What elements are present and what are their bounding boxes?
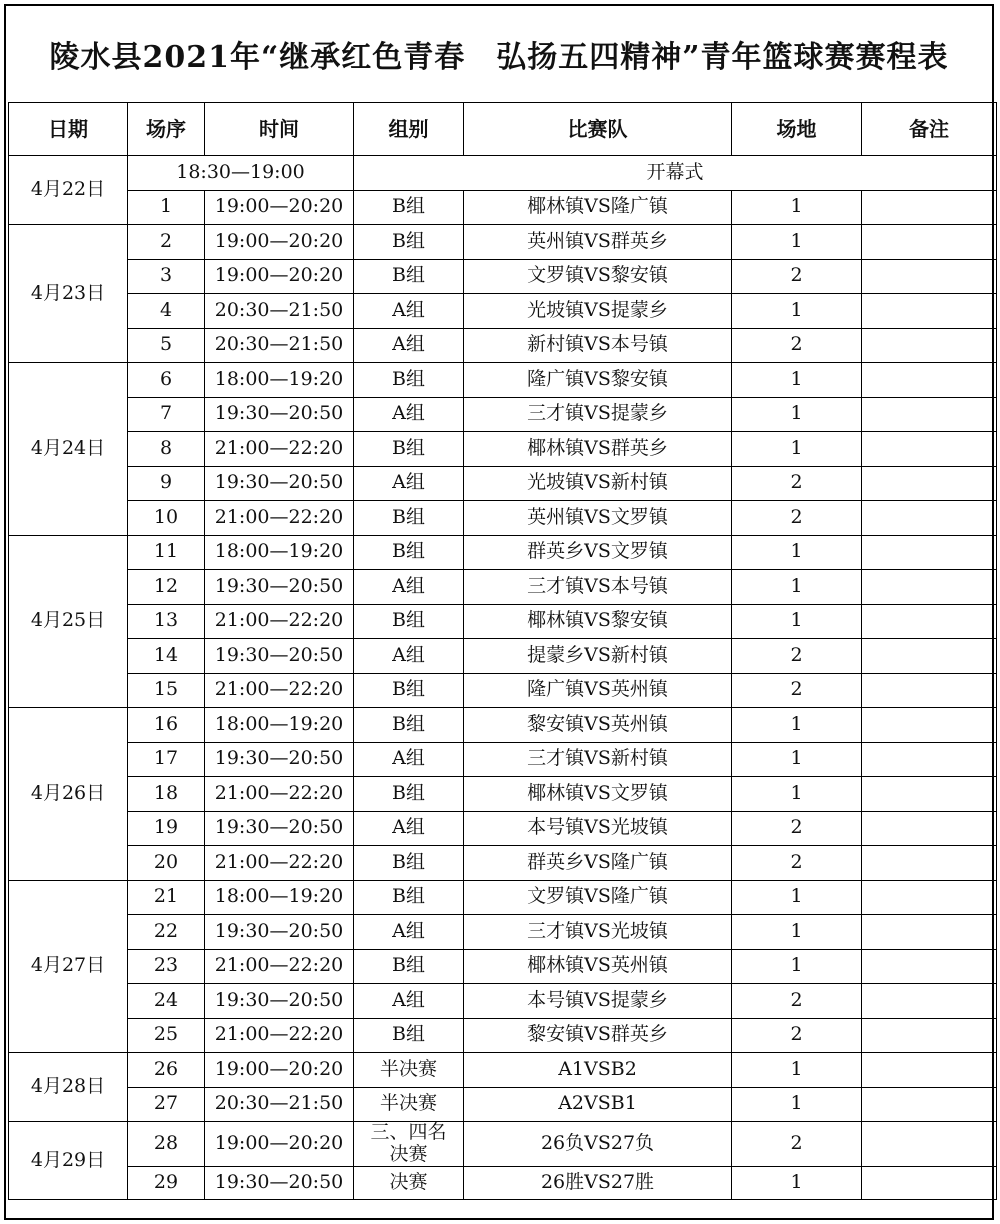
- opening-time: 18:30—19:00: [128, 156, 354, 191]
- game-time: 19:00—20:20: [205, 259, 354, 294]
- game-venue: 1: [732, 570, 862, 605]
- game-time: 19:00—20:20: [205, 225, 354, 260]
- game-no: 29: [128, 1167, 205, 1200]
- game-venue: 2: [732, 1018, 862, 1053]
- date-cell: 4月29日: [9, 1122, 128, 1200]
- game-teams: 本号镇VS提蒙乡: [464, 984, 732, 1019]
- date-cell: 4月23日: [9, 225, 128, 363]
- header-teams: 比赛队: [464, 103, 732, 156]
- game-teams: 文罗镇VS隆广镇: [464, 880, 732, 915]
- game-no: 28: [128, 1122, 205, 1167]
- game-no: 18: [128, 777, 205, 812]
- game-note: [862, 880, 997, 915]
- game-teams: 三才镇VS光坡镇: [464, 915, 732, 950]
- game-group: A组: [354, 294, 464, 329]
- game-time: 20:30—21:50: [205, 328, 354, 363]
- game-teams: 英州镇VS文罗镇: [464, 501, 732, 536]
- game-teams: 群英乡VS文罗镇: [464, 535, 732, 570]
- game-teams: A1VSB2: [464, 1053, 732, 1088]
- game-note: [862, 397, 997, 432]
- table-row: [9, 501, 997, 536]
- game-group: A组: [354, 639, 464, 674]
- game-note: [862, 846, 997, 881]
- table-row: [9, 570, 997, 605]
- game-teams: 三才镇VS提蒙乡: [464, 397, 732, 432]
- table-row: [9, 1018, 997, 1053]
- table-row: [9, 190, 997, 225]
- game-venue: 1: [732, 880, 862, 915]
- header-note: 备注: [862, 103, 997, 156]
- game-no: 5: [128, 328, 205, 363]
- game-venue: 2: [732, 673, 862, 708]
- game-group: B组: [354, 1018, 464, 1053]
- game-teams: 椰林镇VS文罗镇: [464, 777, 732, 812]
- page-title: 陵水县2021年“继承红色青春 弘扬五四精神”青年篮球赛赛程表: [49, 40, 949, 75]
- game-venue: 1: [732, 1053, 862, 1088]
- game-venue: 2: [732, 846, 862, 881]
- game-no: 14: [128, 639, 205, 674]
- game-venue: 2: [732, 501, 862, 536]
- game-venue: 1: [732, 225, 862, 260]
- game-teams: 椰林镇VS群英乡: [464, 432, 732, 467]
- game-venue: 2: [732, 811, 862, 846]
- game-note: [862, 225, 997, 260]
- game-teams: 文罗镇VS黎安镇: [464, 259, 732, 294]
- game-venue: 1: [732, 777, 862, 812]
- game-group: B组: [354, 604, 464, 639]
- game-venue: 1: [732, 1167, 862, 1200]
- header-date: 日期: [9, 103, 128, 156]
- game-group: B组: [354, 535, 464, 570]
- game-no: 9: [128, 466, 205, 501]
- date-cell: 4月27日: [9, 880, 128, 1053]
- game-venue: 1: [732, 190, 862, 225]
- game-group: B组: [354, 673, 464, 708]
- game-no: 13: [128, 604, 205, 639]
- date-cell: 4月24日: [9, 363, 128, 536]
- game-time: 19:30—20:50: [205, 397, 354, 432]
- game-venue: 1: [732, 535, 862, 570]
- table-row: [9, 397, 997, 432]
- game-group: B组: [354, 777, 464, 812]
- game-no: 20: [128, 846, 205, 881]
- game-time: 21:00—22:20: [205, 777, 354, 812]
- game-group: 半决赛: [354, 1087, 464, 1122]
- game-teams: 光坡镇VS提蒙乡: [464, 294, 732, 329]
- game-time: 21:00—22:20: [205, 432, 354, 467]
- game-time: 19:30—20:50: [205, 1167, 354, 1200]
- game-note: [862, 1087, 997, 1122]
- opening-label: 开幕式: [354, 156, 997, 191]
- game-group: B组: [354, 190, 464, 225]
- game-group: B组: [354, 259, 464, 294]
- game-no: 22: [128, 915, 205, 950]
- table-row: [9, 708, 997, 743]
- game-venue: 1: [732, 1087, 862, 1122]
- table-row: [9, 880, 997, 915]
- table-row: [9, 1167, 997, 1200]
- game-venue: 2: [732, 259, 862, 294]
- game-no: 3: [128, 259, 205, 294]
- game-time: 20:30—21:50: [205, 294, 354, 329]
- game-time: 19:00—20:20: [205, 190, 354, 225]
- game-time: 21:00—22:20: [205, 604, 354, 639]
- game-teams: 椰林镇VS黎安镇: [464, 604, 732, 639]
- game-time: 19:00—20:20: [205, 1122, 354, 1167]
- game-no: 23: [128, 949, 205, 984]
- game-no: 16: [128, 708, 205, 743]
- game-time: 19:30—20:50: [205, 742, 354, 777]
- table-row: [9, 1053, 997, 1088]
- game-group: A组: [354, 984, 464, 1019]
- schedule-frame: [4, 4, 994, 1220]
- game-teams: 26负VS27负: [464, 1122, 732, 1167]
- game-time: 19:30—20:50: [205, 570, 354, 605]
- game-note: [862, 742, 997, 777]
- game-no: 21: [128, 880, 205, 915]
- game-group: A组: [354, 466, 464, 501]
- game-teams: 英州镇VS群英乡: [464, 225, 732, 260]
- game-time: 21:00—22:20: [205, 949, 354, 984]
- game-group: B组: [354, 225, 464, 260]
- game-note: [862, 190, 997, 225]
- game-teams: 椰林镇VS隆广镇: [464, 190, 732, 225]
- game-teams: 三才镇VS本号镇: [464, 570, 732, 605]
- table-row: [9, 742, 997, 777]
- game-teams: 黎安镇VS群英乡: [464, 1018, 732, 1053]
- game-teams: 隆广镇VS英州镇: [464, 673, 732, 708]
- game-venue: 2: [732, 984, 862, 1019]
- game-note: [862, 1018, 997, 1053]
- table-row: [9, 328, 997, 363]
- game-teams: 三才镇VS新村镇: [464, 742, 732, 777]
- game-venue: 1: [732, 294, 862, 329]
- game-note: [862, 604, 997, 639]
- table-row: [9, 673, 997, 708]
- opening-row: [9, 156, 997, 191]
- header-venue: 场地: [732, 103, 862, 156]
- game-no: 7: [128, 397, 205, 432]
- game-note: [862, 673, 997, 708]
- game-note: [862, 915, 997, 950]
- table-row: [9, 811, 997, 846]
- game-venue: 2: [732, 328, 862, 363]
- game-no: 12: [128, 570, 205, 605]
- game-venue: 2: [732, 1122, 862, 1167]
- game-teams: 群英乡VS隆广镇: [464, 846, 732, 881]
- table-row: [9, 225, 997, 260]
- game-time: 19:30—20:50: [205, 915, 354, 950]
- game-time: 21:00—22:20: [205, 846, 354, 881]
- game-group: A组: [354, 570, 464, 605]
- game-teams: A2VSB1: [464, 1087, 732, 1122]
- header-no: 场序: [128, 103, 205, 156]
- game-no: 26: [128, 1053, 205, 1088]
- game-teams: 新村镇VS本号镇: [464, 328, 732, 363]
- game-no: 1: [128, 190, 205, 225]
- date-cell: 4月22日: [9, 156, 128, 225]
- game-teams: 黎安镇VS英州镇: [464, 708, 732, 743]
- game-note: [862, 708, 997, 743]
- header-row: [9, 103, 997, 156]
- header-group: 组别: [354, 103, 464, 156]
- game-note: [862, 1167, 997, 1200]
- game-note: [862, 984, 997, 1019]
- header-time: 时间: [205, 103, 354, 156]
- game-note: [862, 949, 997, 984]
- table-row: [9, 1087, 997, 1122]
- game-time: 18:00—19:20: [205, 363, 354, 398]
- game-group: A组: [354, 811, 464, 846]
- game-group: 半决赛: [354, 1053, 464, 1088]
- game-time: 19:30—20:50: [205, 466, 354, 501]
- date-cell: 4月26日: [9, 708, 128, 881]
- game-time: 21:00—22:20: [205, 673, 354, 708]
- game-venue: 1: [732, 949, 862, 984]
- game-group: A组: [354, 397, 464, 432]
- game-venue: 2: [732, 639, 862, 674]
- game-venue: 1: [732, 432, 862, 467]
- game-no: 15: [128, 673, 205, 708]
- game-no: 17: [128, 742, 205, 777]
- game-note: [862, 639, 997, 674]
- game-venue: 1: [732, 915, 862, 950]
- game-time: 18:00—19:20: [205, 708, 354, 743]
- table-row: [9, 1122, 997, 1167]
- game-teams: 提蒙乡VS新村镇: [464, 639, 732, 674]
- game-time: 18:00—19:20: [205, 880, 354, 915]
- game-group: B组: [354, 846, 464, 881]
- game-group: 三、四名 决赛: [354, 1122, 464, 1167]
- schedule-body: [9, 156, 997, 1200]
- game-note: [862, 294, 997, 329]
- game-no: 8: [128, 432, 205, 467]
- game-no: 4: [128, 294, 205, 329]
- game-group: B组: [354, 949, 464, 984]
- game-group: B组: [354, 363, 464, 398]
- game-time: 18:00—19:20: [205, 535, 354, 570]
- table-row: [9, 949, 997, 984]
- game-time: 21:00—22:20: [205, 1018, 354, 1053]
- game-note: [862, 811, 997, 846]
- game-no: 27: [128, 1087, 205, 1122]
- table-row: [9, 432, 997, 467]
- game-time: 19:00—20:20: [205, 1053, 354, 1088]
- table-row: [9, 777, 997, 812]
- game-time: 19:30—20:50: [205, 639, 354, 674]
- game-time: 21:00—22:20: [205, 501, 354, 536]
- game-no: 25: [128, 1018, 205, 1053]
- game-time: 20:30—21:50: [205, 1087, 354, 1122]
- game-venue: 1: [732, 742, 862, 777]
- game-venue: 1: [732, 397, 862, 432]
- game-note: [862, 432, 997, 467]
- game-no: 19: [128, 811, 205, 846]
- game-venue: 1: [732, 604, 862, 639]
- game-group: B组: [354, 501, 464, 536]
- table-row: [9, 984, 997, 1019]
- game-venue: 2: [732, 466, 862, 501]
- game-time: 19:30—20:50: [205, 984, 354, 1019]
- game-group: 决赛: [354, 1167, 464, 1200]
- game-teams: 本号镇VS光坡镇: [464, 811, 732, 846]
- game-note: [862, 1053, 997, 1088]
- date-cell: 4月25日: [9, 535, 128, 708]
- game-note: [862, 777, 997, 812]
- game-group: B组: [354, 432, 464, 467]
- table-row: [9, 259, 997, 294]
- game-teams: 光坡镇VS新村镇: [464, 466, 732, 501]
- table-row: [9, 363, 997, 398]
- table-row: [9, 604, 997, 639]
- game-group: A组: [354, 915, 464, 950]
- game-group: A组: [354, 328, 464, 363]
- table-row: [9, 466, 997, 501]
- game-note: [862, 363, 997, 398]
- game-no: 2: [128, 225, 205, 260]
- game-no: 6: [128, 363, 205, 398]
- game-venue: 1: [732, 363, 862, 398]
- game-teams: 椰林镇VS英州镇: [464, 949, 732, 984]
- game-no: 11: [128, 535, 205, 570]
- table-row: [9, 915, 997, 950]
- game-note: [862, 570, 997, 605]
- game-note: [862, 501, 997, 536]
- game-no: 24: [128, 984, 205, 1019]
- game-note: [862, 1122, 997, 1167]
- game-no: 10: [128, 501, 205, 536]
- game-note: [862, 535, 997, 570]
- game-venue: 1: [732, 708, 862, 743]
- game-note: [862, 259, 997, 294]
- game-note: [862, 466, 997, 501]
- table-row: [9, 639, 997, 674]
- table-row: [9, 535, 997, 570]
- game-teams: 隆广镇VS黎安镇: [464, 363, 732, 398]
- table-row: [9, 846, 997, 881]
- table-row: [9, 294, 997, 329]
- game-group: B组: [354, 880, 464, 915]
- game-group: B组: [354, 708, 464, 743]
- game-group: A组: [354, 742, 464, 777]
- game-teams: 26胜VS27胜: [464, 1167, 732, 1200]
- game-time: 19:30—20:50: [205, 811, 354, 846]
- schedule-table: [8, 102, 997, 1200]
- date-cell: 4月28日: [9, 1053, 128, 1122]
- game-note: [862, 328, 997, 363]
